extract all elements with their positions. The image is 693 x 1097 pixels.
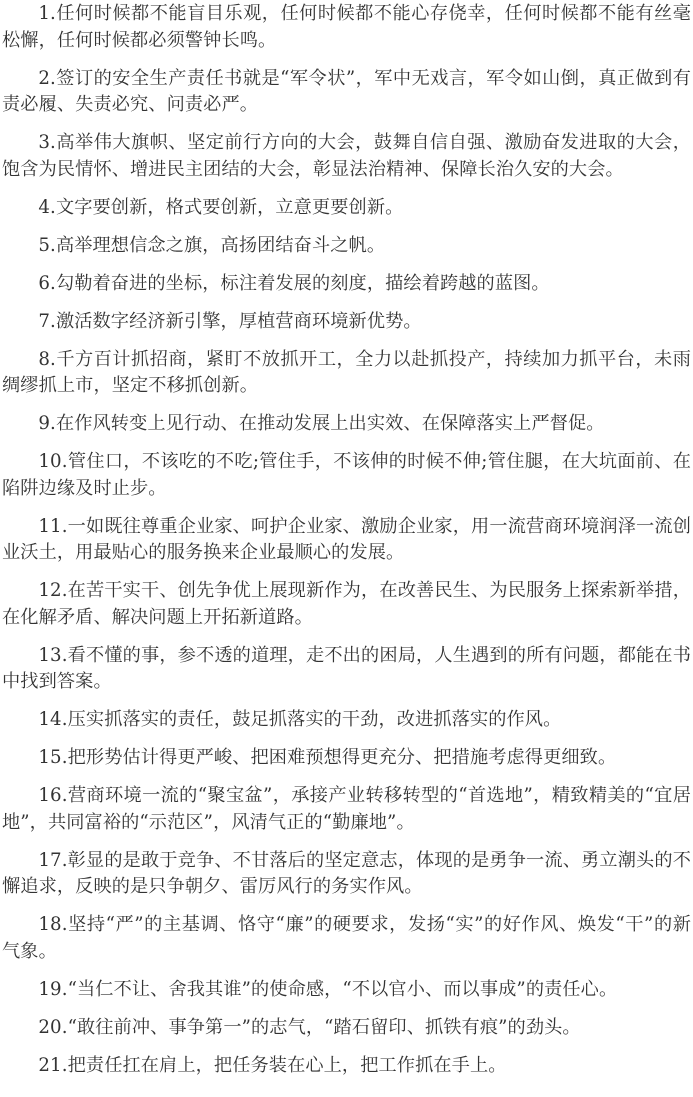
paragraph-19: 19.“当仁不让、舍我其谁”的使命感，“不以官小、而以事成”的责任心。 [38,978,618,1000]
paragraph-13: 13.看不懂的事，参不透的道理，走不出的困局，人生遇到的所有问题，都能在书中找到答案。 [2,644,691,692]
paragraph-9: 9.在作风转变上见行动、在推动发展上出实效、在保障落实上严督促。 [38,413,605,434]
paragraph-4: 4.文字要创新，格式要创新，立意更要创新。 [38,196,404,218]
paragraph-10: 10.管住口，不该吃的不吃;管住手，不该伸的时候不伸;管住腿，在大坑面前、在陷阱边缘及时止步。 [2,451,691,499]
paragraph-3: 3.高举伟大旗帜、坚定前行方向的大会，鼓舞自信自强、激励奋发进取的大会，饱含为民情怀、增进民主团结的大会，彰显法治精神、保障长治久安的大会。 [2,132,691,180]
paragraph-16: 16.营商环境一流的“聚宝盆”，承接产业转移转型的“首选地”，精致精美的“宜居地”，共同富裕的“示范区”，风清气正的“勤廉地”。 [2,785,691,833]
paragraph-5: 5.高举理想信念之旗，高扬团结奋斗之帆。 [38,234,386,256]
paragraph-18: 18.坚持“严”的主基调、恪守“廉”的硬要求，发扬“实”的好作风、焕发“干”的新气象。 [2,914,691,962]
paragraph-11: 11.一如既往尊重企业家、呵护企业家、激励企业家，用一流营商环境润泽一流创业沃土，用最贴心的服务换来企业最顺心的发展。 [2,515,691,563]
paragraph-1: 1.任何时候都不能盲目乐观，任何时候都不能心存侥幸，任何时候都不能有丝毫松懈，任何时候都必须警钟长鸣。 [2,3,691,51]
paragraph-2: 2.签订的安全生产责任书就是“军令状”，军中无戏言，军令如山倒，真正做到有责必履、失责必究、问责必严。 [2,67,691,115]
paragraph-12: 12.在苦干实干、创先争优上展现新作为，在改善民生、为民服务上探索新举措，在化解矛盾、解决问题上开拓新道路。 [2,580,691,628]
document-body [2,1,691,1091]
paragraph-17: 17.彰显的是敢于竞争、不甘落后的坚定意志，体现的是勇争一流、勇立潮头的不懈追求，反映的是只争朝夕、雷厉风行的务实作风。 [2,849,691,897]
paragraph-8: 8.千方百计抓招商，紧盯不放抓开工，全力以赴抓投产，持续加力抓平台，未雨绸缪抓上市，坚定不移抓创新。 [2,348,691,396]
paragraph-20: 20.“敢往前冲、事争第一”的志气，“踏石留印、抓铁有痕”的劲头。 [38,1016,581,1038]
paragraph-7: 7.激活数字经济新引擎，厚植营商环境新优势。 [38,310,422,332]
paragraph-15: 15.把形势估计得更严峻、把困难预想得更充分、把措施考虑得更细致。 [38,747,617,768]
paragraph-21: 21.把责任扛在肩上，把任务装在心上，把工作抓在手上。 [38,1054,507,1076]
paragraph-14: 14.压实抓落实的责任，鼓足抓落实的干劲，改进抓落实的作风。 [38,709,562,730]
paragraph-6: 6.勾勒着奋进的坐标，标注着发展的刻度，描绘着跨越的蓝图。 [38,272,550,294]
